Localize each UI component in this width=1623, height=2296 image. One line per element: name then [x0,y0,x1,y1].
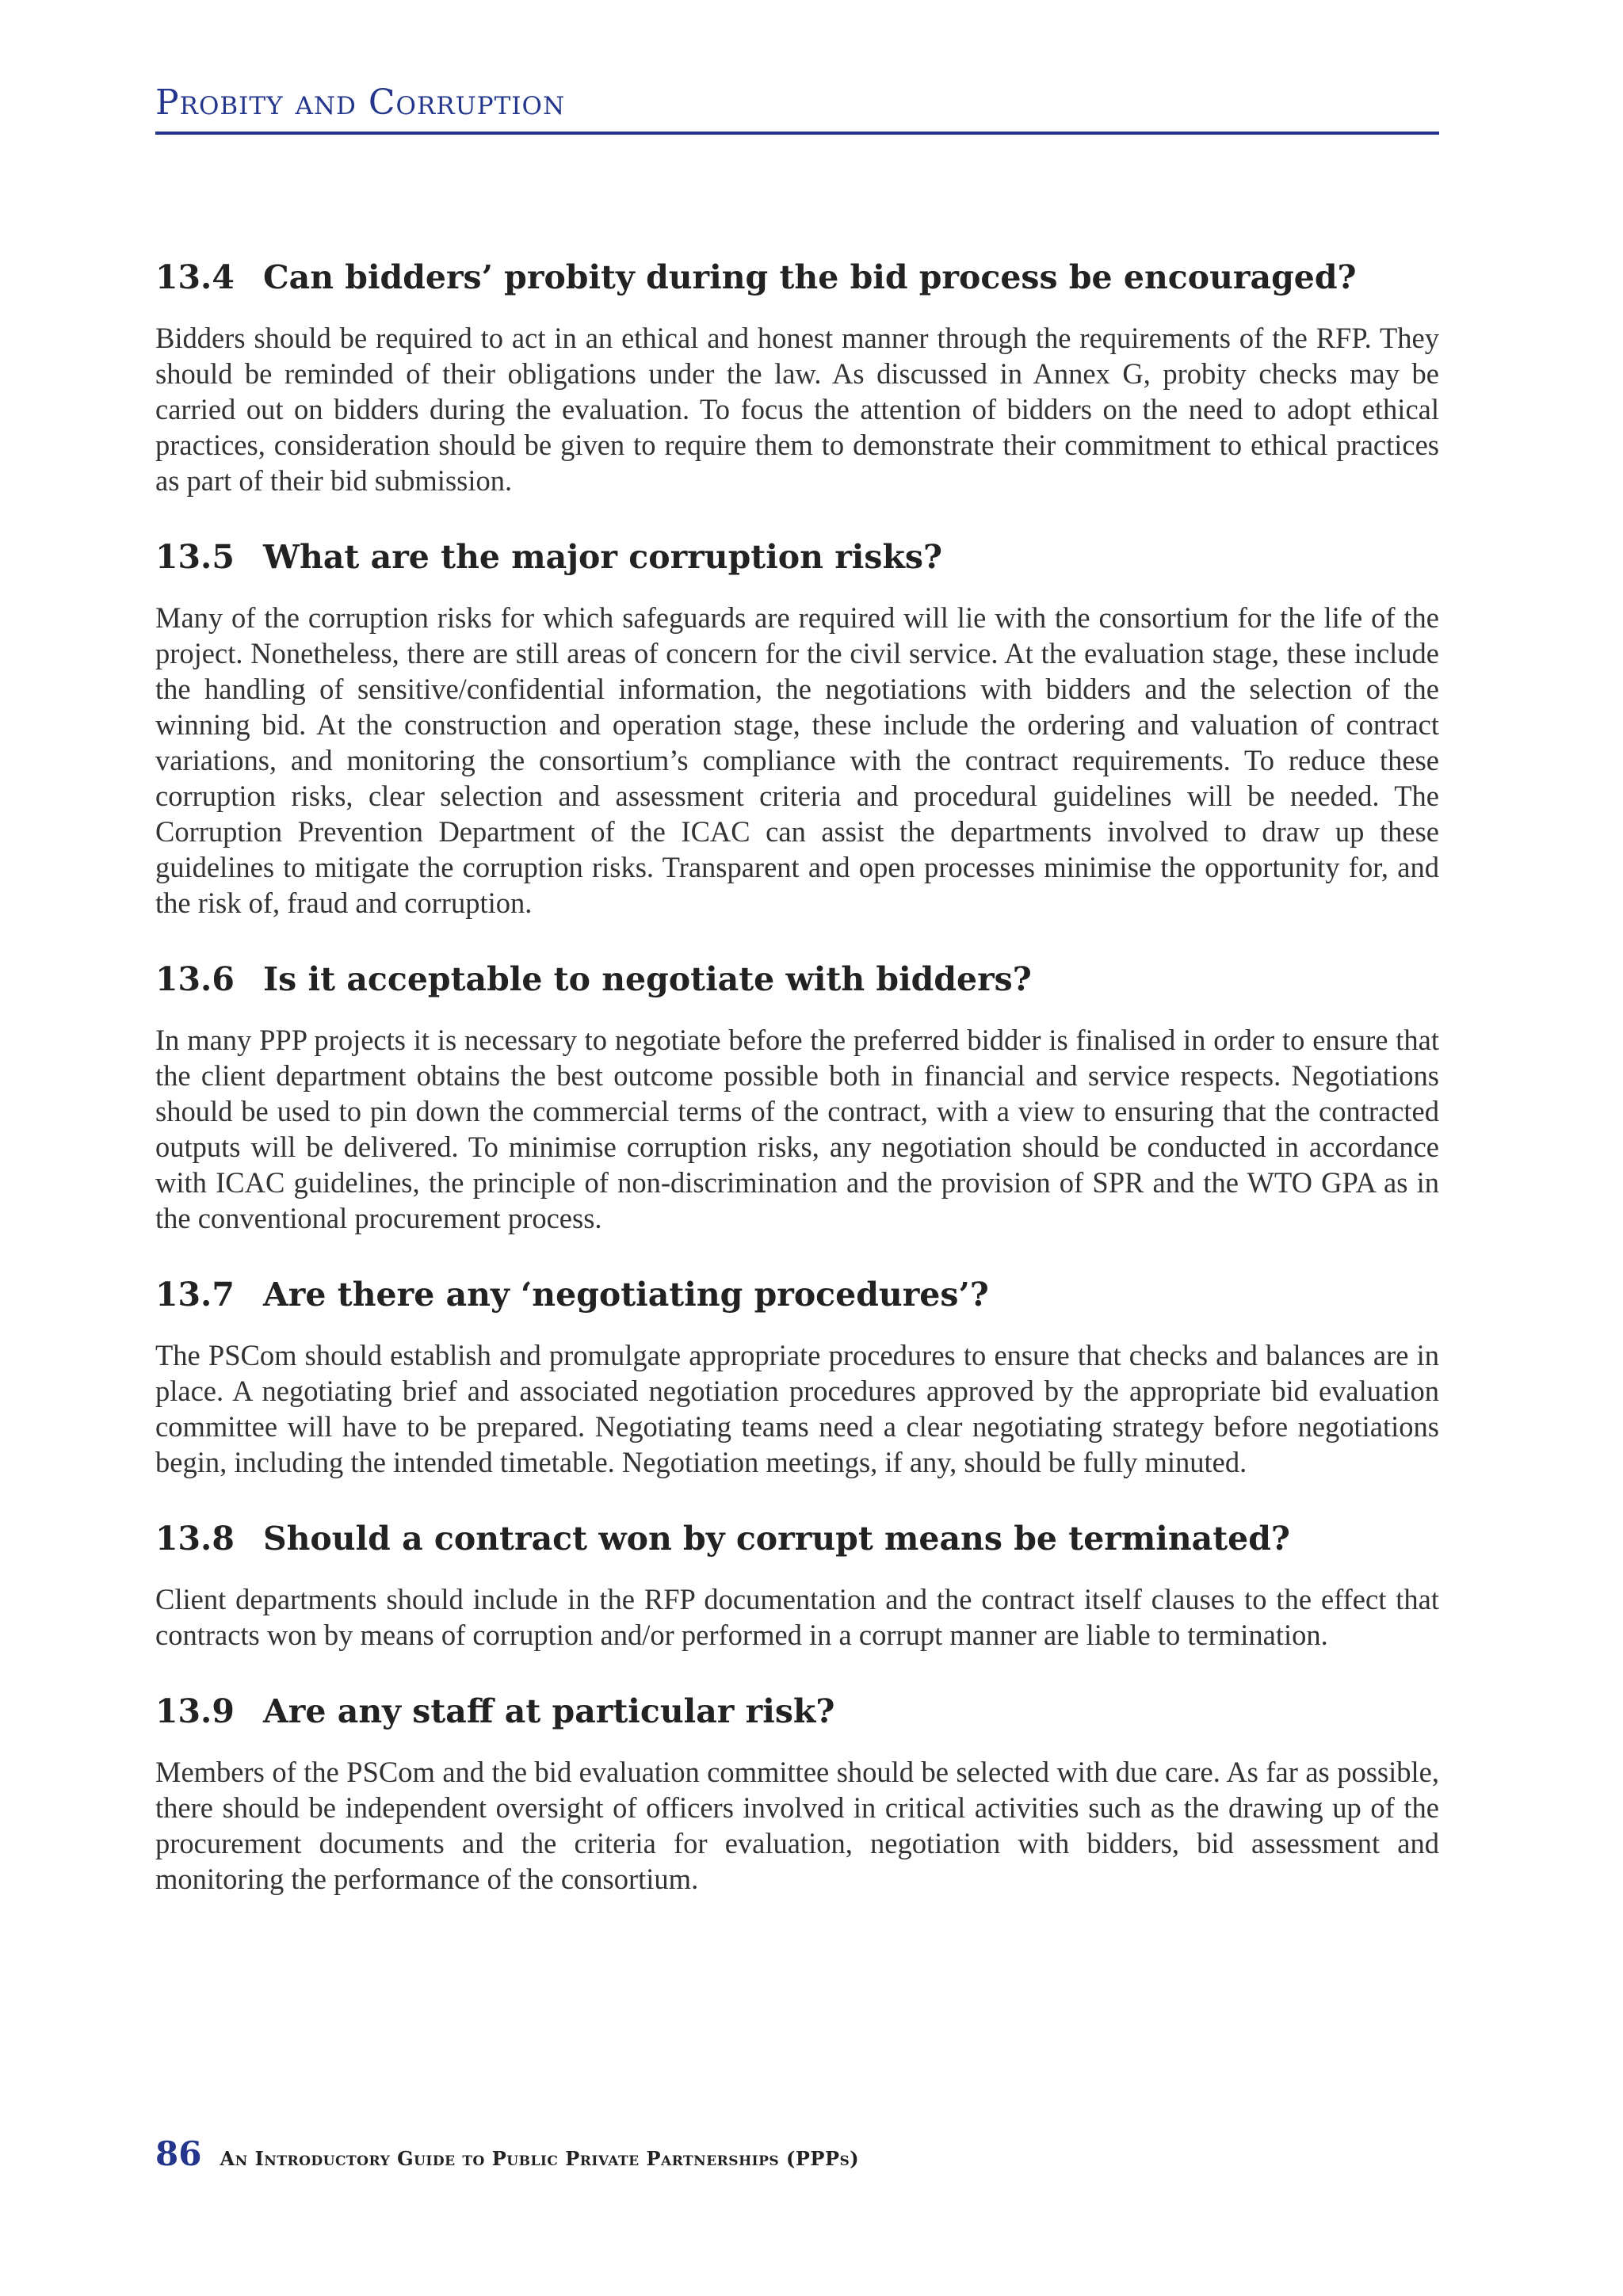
section-heading [155,957,1439,1001]
section-body: The PSCom should establish and promulgate appropriate procedures to ensure that checks and balances are in place. A negotiating brief and associated negotiation procedures approved by the appropriate bid evaluation committee will have to be prepared. Negotiating teams need a clear negotiating strategy before negotiations begin, including the intended timetable. Negotiation meetings, if any, should be fully minuted. [155,1339,1439,1478]
section-body: In many PPP projects it is necessary to negotiate before the preferred bidder is finalised in order to ensure that the client department obtains the best outcome possible both in financial and service respects. Negotiations should be used to pin down the commercial terms of the contract, with a view to ensuring that the contracted outputs will be delivered. To minimise corruption risks, any negotiation should be conducted in accordance with ICAC guidelines, the principle of non-discrimination and the provision of SPR and the WTO GPA as in the conventional procurement process. [155,1024,1439,1234]
section-body: Client departments should include in the RFP documentation and the contract itself clauses to the effect that contracts won by means of corruption and/or performed in a corrupt manner are liable to termination. [155,1583,1439,1651]
section-title: Should a contract won by corrupt means be terminated? [263,1520,1290,1558]
section-heading [155,535,1439,579]
section-heading [155,1516,1439,1561]
page-footer [155,2134,1439,2182]
section-title: Are there any ‘negotiating procedures’? [263,1276,989,1314]
section-number: 13.8 [155,1520,235,1558]
section-body: Members of the PSCom and the bid evaluation committee should be selected with due care. As far as possible, there should be independent oversight of officers involved in critical activities such as the drawing up of the procurement documents and the criteria for evaluation, negotiation with bidders, bid assessment and monitoring the performance of the consortium. [155,1756,1439,1895]
guide-title: An Introductory Guide to Public Private Partnerships (PPPs) [220,2147,860,2170]
running-header [155,82,1439,135]
section-title: Can bidders’ probity during the bid process be encouraged? [263,258,1357,296]
section-body: Many of the corruption risks for which safeguards are required will lie with the consortium for the life of the project. Nonetheless, there are still areas of concern for the civil service. At the evaluation stage, these include the handling of sensitive/confidential information, the negotiations with bidders and the selection of the winning bid. At the construction and operation stage, these include the ordering and valuation of contract variations, and monitoring the consortium’s compliance with the contract requirements. To reduce these corruption risks, clear selection and assessment criteria and procedural guidelines will be needed. The Corruption Prevention Department of the ICAC can assist the departments involved to draw up these guidelines to mitigate the corruption risks. Transparent and open processes minimise the opportunity for, and the risk of, fraud and corruption. [155,601,1439,919]
section-13-5 [155,535,1439,921]
section-heading [155,255,1439,299]
page-number: 86 [155,2134,202,2173]
chapter-title: Probity and Corruption [155,82,566,123]
section-number: 13.6 [155,960,235,998]
section-13-4 [155,255,1439,498]
section-heading [155,1272,1439,1317]
section-13-8 [155,1516,1439,1653]
section-body: Bidders should be required to act in an ethical and honest manner through the requirements of the RFP. They should be reminded of their obligations under the law. As discussed in Annex G, probity checks may be carried out on bidders during the evaluation. To focus the attention of bidders on the need to adopt ethical practices, consideration should be given to require them to demonstrate their commitment to ethical practices as part of their bid submission. [155,322,1439,497]
section-title: Is it acceptable to negotiate with bidders? [263,960,1032,998]
page-content [155,255,1439,1933]
section-heading [155,1689,1439,1733]
section-13-7 [155,1272,1439,1480]
section-13-6 [155,957,1439,1236]
section-title: Are any staff at particular risk? [263,1692,835,1730]
section-number: 13.9 [155,1692,235,1730]
section-number: 13.7 [155,1276,235,1314]
section-number: 13.4 [155,258,235,296]
section-13-9 [155,1689,1439,1897]
section-title: What are the major corruption risks? [263,538,942,576]
section-number: 13.5 [155,538,235,576]
